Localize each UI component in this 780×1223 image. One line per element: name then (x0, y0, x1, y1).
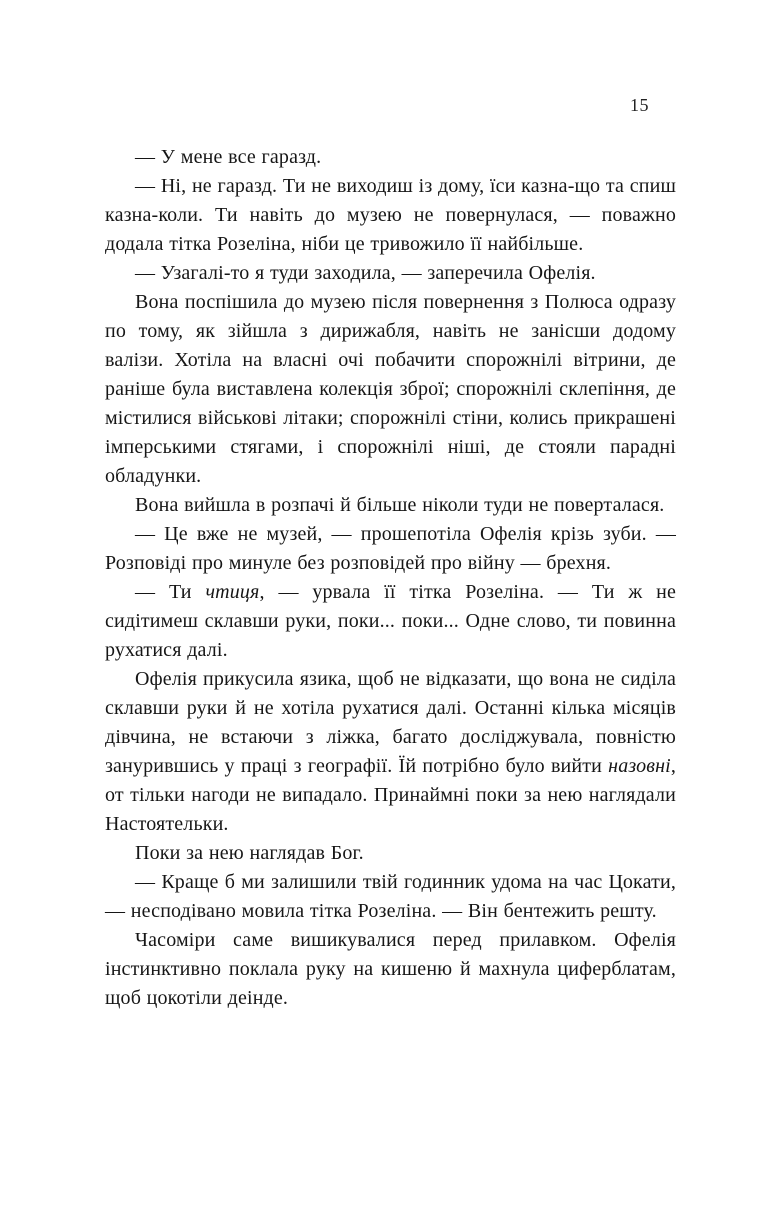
text-segment: — Узагалі-то я туди заходила, — заперечила Офелія. (135, 262, 596, 284)
text-block (105, 143, 676, 1013)
paragraph (105, 143, 676, 172)
paragraph (105, 665, 676, 839)
paragraph (105, 520, 676, 578)
paragraph (105, 868, 676, 926)
text-segment: Часоміри саме вишикувалися перед прилавком. Офелія інстинктивно поклала руку на кишеню й махнула циферблатам, щоб цокотіли деінде. (105, 929, 676, 1009)
text-segment: — Ні, не гаразд. Ти не виходиш із дому, їси казна-що та спиш казна-коли. Ти навіть до музею не повернулася, — поважно додала тітка Розеліна, ніби це тривожило її найбільше. (105, 175, 676, 255)
italic-segment: чтиця (205, 581, 260, 603)
paragraph (105, 491, 676, 520)
text-segment: , — урвала її тітка Розеліна. — Ти ж не сидітимеш склавши руки, поки... поки... Одне слово, ти повинна рухатися далі. (105, 581, 676, 661)
text-segment: — Ти (135, 581, 206, 603)
text-segment: , от тільки нагоди не випадало. Принаймні поки за нею наглядали Настоятельки. (105, 755, 676, 835)
text-segment: Офелія прикусила язика, щоб не відказати, що вона не сиділа склавши руки й не хотіла рухатися далі. Останні кілька місяців дівчина, не встаючи з ліжка, багато досліджувала, повністю занурившись у праці з географії. Їй потрібно було вийти (105, 668, 676, 777)
text-segment: Поки за нею наглядав Бог. (135, 842, 364, 864)
paragraph (105, 259, 676, 288)
paragraph (105, 288, 676, 491)
text-segment: — У мене все гаразд. (135, 146, 322, 168)
page-number: 15 (630, 95, 649, 115)
text-segment: — Це вже не музей, — прошепотіла Офелія крізь зуби. — Розповіді про минуле без розповідей про війну — брехня. (105, 523, 676, 574)
text-segment: Вона вийшла в розпачі й більше ніколи туди не поверталася. (135, 494, 665, 516)
paragraph (105, 926, 676, 1013)
paragraph (105, 839, 676, 868)
text-segment: Вона поспішила до музею після повернення з Полюса одразу по тому, як зійшла з дирижабля, навіть не занісши додому валізи. Хотіла на власні очі побачити спорожнілі вітрини, де раніше була виставлена колекція зброї; спорожнілі склепіння, де містилися військові літаки; спорожнілі стіни, колись прикрашені імперськими стягами, і спорожнілі ніші, де стояли парадні обладунки. (105, 291, 676, 487)
text-segment: — Краще б ми залишили твій годинник удома на час Цокати, — несподівано мовила тітка Розеліна. — Він бентежить решту. (105, 871, 676, 922)
italic-segment: назовні (608, 755, 671, 777)
paragraph (105, 172, 676, 259)
paragraph (105, 578, 676, 665)
